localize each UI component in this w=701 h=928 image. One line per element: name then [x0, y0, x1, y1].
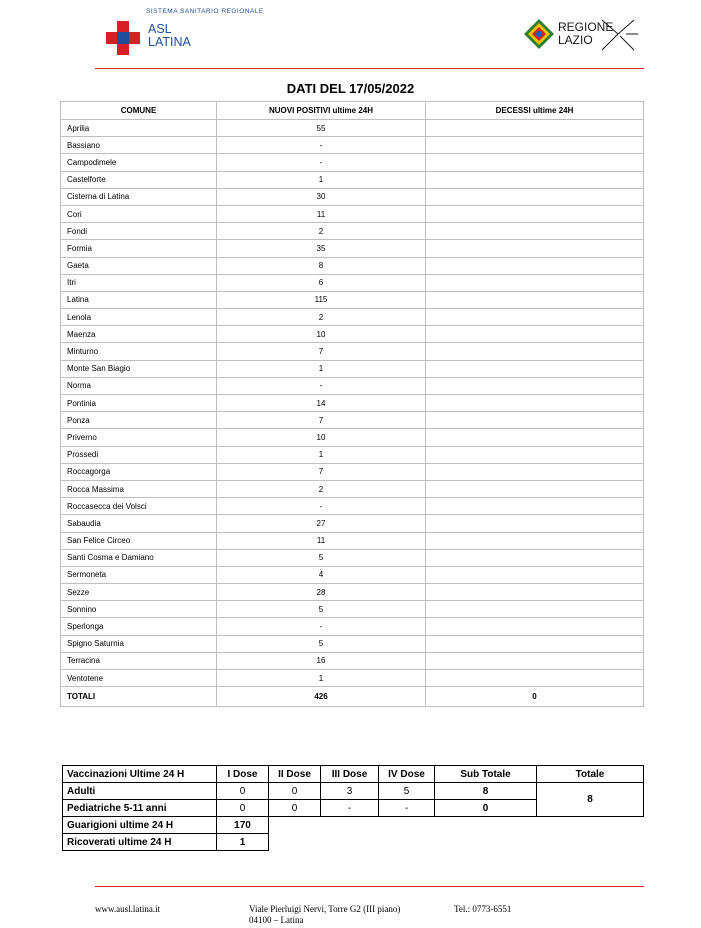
table-row — [61, 532, 644, 549]
footer-website[interactable]: www.ausl.latina.it — [95, 904, 161, 914]
cell-decessi — [426, 463, 644, 480]
vax-pediatriche-label: Pediatriche 5-11 anni — [63, 800, 217, 817]
cell-comune: Terracina — [61, 652, 217, 669]
total-label: TOTALI — [61, 687, 217, 707]
cell-decessi — [426, 240, 644, 257]
cell-comune: Aprilia — [61, 120, 217, 137]
cell-positivi: 10 — [217, 326, 426, 343]
vax-header-subtotal: Sub Totale — [435, 766, 537, 783]
footer-address-line1: Viale Pierluigi Nervi, Torre G2 (III piano) — [249, 904, 401, 914]
cell-positivi: 14 — [217, 395, 426, 412]
table-row — [61, 240, 644, 257]
table-body — [61, 120, 644, 707]
vax-adulti-dose3: 3 — [321, 783, 379, 800]
cell-positivi: 30 — [217, 188, 426, 205]
cell-decessi — [426, 429, 644, 446]
cell-positivi: 10 — [217, 429, 426, 446]
cell-positivi: - — [217, 154, 426, 171]
asl-tagline: SISTEMA SANITARIO REGIONALE — [146, 8, 264, 15]
cell-positivi: 11 — [217, 532, 426, 549]
ricoverati-row — [63, 834, 644, 851]
lazio-emblem-icon — [523, 18, 555, 50]
vaccinations-table — [62, 765, 644, 851]
vax-header-dose2: II Dose — [269, 766, 321, 783]
column-header-positivi: NUOVI POSITIVI ultime 24H — [217, 102, 426, 120]
cell-comune: Roccasecca dei Volsci — [61, 498, 217, 515]
guarigioni-row — [63, 817, 644, 834]
cell-comune: Latina — [61, 291, 217, 308]
vax-adulti-dose1: 0 — [217, 783, 269, 800]
cell-decessi — [426, 326, 644, 343]
cell-comune: Sabaudia — [61, 515, 217, 532]
cell-decessi — [426, 188, 644, 205]
table-row — [61, 480, 644, 497]
vax-pediatriche-dose2: 0 — [269, 800, 321, 817]
cell-decessi — [426, 360, 644, 377]
cell-decessi — [426, 291, 644, 308]
cell-positivi: 2 — [217, 480, 426, 497]
cell-comune: Cori — [61, 205, 217, 222]
table-row — [61, 463, 644, 480]
total-decessi: 0 — [426, 687, 644, 707]
cell-positivi: 4 — [217, 566, 426, 583]
table-row — [61, 309, 644, 326]
cell-decessi — [426, 205, 644, 222]
vax-header-total: Totale — [537, 766, 644, 783]
ricoverati-value: 1 — [217, 834, 269, 851]
cell-comune: Sonnino — [61, 601, 217, 618]
cell-decessi — [426, 618, 644, 635]
table-row — [61, 274, 644, 291]
table-row — [61, 652, 644, 669]
footer-phone: Tel.: 0773-6551 — [454, 904, 512, 914]
cell-positivi: 8 — [217, 257, 426, 274]
column-header-comune: COMUNE — [61, 102, 217, 120]
vax-pediatriche-dose1: 0 — [217, 800, 269, 817]
regione-lazio-logo — [523, 18, 638, 56]
cell-comune: Monte San Biagio — [61, 360, 217, 377]
table-row — [61, 223, 644, 240]
cell-comune: Sperlonga — [61, 618, 217, 635]
total-positivi: 426 — [217, 687, 426, 707]
cell-decessi — [426, 154, 644, 171]
table-row — [61, 120, 644, 137]
cell-decessi — [426, 584, 644, 601]
cell-decessi — [426, 137, 644, 154]
cell-decessi — [426, 377, 644, 394]
table-row — [61, 601, 644, 618]
cell-positivi: 7 — [217, 343, 426, 360]
vax-header-dose3: III Dose — [321, 766, 379, 783]
cell-decessi — [426, 171, 644, 188]
table-row — [61, 360, 644, 377]
table-row — [61, 429, 644, 446]
cell-decessi — [426, 120, 644, 137]
cell-comune: Norma — [61, 377, 217, 394]
table-row — [61, 343, 644, 360]
cell-comune: Castelforte — [61, 171, 217, 188]
table-row — [61, 412, 644, 429]
cell-comune: Sezze — [61, 584, 217, 601]
asl-name-line2: LATINA — [148, 35, 191, 49]
footer-address-line2: 04100 – Latina — [249, 915, 304, 925]
cell-decessi — [426, 532, 644, 549]
footer-address — [249, 904, 400, 926]
table-row — [61, 566, 644, 583]
cell-decessi — [426, 309, 644, 326]
cell-comune: Itri — [61, 274, 217, 291]
cell-comune: Santi Cosma e Damiano — [61, 549, 217, 566]
lazio-decoration-icon — [598, 18, 638, 52]
vax-adulti-label: Adulti — [63, 783, 217, 800]
cell-decessi — [426, 549, 644, 566]
cell-positivi: 2 — [217, 309, 426, 326]
vax-pediatriche-dose3: - — [321, 800, 379, 817]
table-row — [61, 584, 644, 601]
vax-row-adulti — [63, 783, 644, 800]
table-row — [61, 154, 644, 171]
table-row — [61, 205, 644, 222]
table-row — [61, 635, 644, 652]
cell-positivi: 28 — [217, 584, 426, 601]
cell-positivi: - — [217, 137, 426, 154]
cell-comune: Gaeta — [61, 257, 217, 274]
cell-comune: Lenola — [61, 309, 217, 326]
vax-pediatriche-dose4: - — [379, 800, 435, 817]
cell-comune: Ponza — [61, 412, 217, 429]
cell-decessi — [426, 343, 644, 360]
cell-comune: Ventotene — [61, 670, 217, 687]
table-row — [61, 395, 644, 412]
cell-positivi: 1 — [217, 446, 426, 463]
cell-comune: Pontinia — [61, 395, 217, 412]
vax-header-dose1: I Dose — [217, 766, 269, 783]
vax-adulti-subtotal: 8 — [435, 783, 537, 800]
cell-decessi — [426, 670, 644, 687]
cell-comune: Sermoneta — [61, 566, 217, 583]
cell-decessi — [426, 223, 644, 240]
header-divider — [95, 68, 644, 69]
cell-comune: Prossedi — [61, 446, 217, 463]
vax-header-label: Vaccinazioni Ultime 24 H — [63, 766, 217, 783]
table-row — [61, 326, 644, 343]
cell-decessi — [426, 412, 644, 429]
vax-adulti-dose2: 0 — [269, 783, 321, 800]
table-header-row — [61, 102, 644, 120]
vax-adulti-dose4: 5 — [379, 783, 435, 800]
footer-divider — [95, 886, 644, 887]
cell-positivi: 35 — [217, 240, 426, 257]
vax-header-row — [63, 766, 644, 783]
cell-positivi: 27 — [217, 515, 426, 532]
table-row — [61, 171, 644, 188]
cell-comune: Roccagorga — [61, 463, 217, 480]
table-row — [61, 618, 644, 635]
page-title: DATI DEL 17/05/2022 — [286, 81, 415, 96]
asl-latina-logo — [104, 8, 274, 58]
cell-decessi — [426, 446, 644, 463]
cell-positivi: 7 — [217, 463, 426, 480]
table-row — [61, 446, 644, 463]
cell-positivi: - — [217, 498, 426, 515]
cell-comune: Priverno — [61, 429, 217, 446]
cell-positivi: 5 — [217, 549, 426, 566]
cell-decessi — [426, 274, 644, 291]
asl-name — [148, 23, 191, 49]
cell-positivi: 5 — [217, 601, 426, 618]
cell-comune: Maenza — [61, 326, 217, 343]
cell-positivi: 1 — [217, 360, 426, 377]
table-row — [61, 670, 644, 687]
cell-positivi: 55 — [217, 120, 426, 137]
guarigioni-value: 170 — [217, 817, 269, 834]
vax-header-dose4: IV Dose — [379, 766, 435, 783]
table-row — [61, 137, 644, 154]
positives-table — [60, 101, 644, 707]
cell-decessi — [426, 635, 644, 652]
column-header-decessi: DECESSI ultime 24H — [426, 102, 644, 120]
ricoverati-label: Ricoverati ultime 24 H — [63, 834, 217, 851]
cell-decessi — [426, 257, 644, 274]
red-cross-icon — [106, 21, 140, 55]
vax-grand-total: 8 — [537, 783, 644, 817]
cell-comune: Cisterna di Latina — [61, 188, 217, 205]
table-row — [61, 257, 644, 274]
cell-positivi: - — [217, 618, 426, 635]
region-line1: REGIONE — [558, 20, 614, 34]
cell-comune: Formia — [61, 240, 217, 257]
cell-decessi — [426, 395, 644, 412]
cell-decessi — [426, 601, 644, 618]
cell-positivi: 5 — [217, 635, 426, 652]
table-row — [61, 515, 644, 532]
cell-decessi — [426, 515, 644, 532]
cell-comune: San Felice Circeo — [61, 532, 217, 549]
cell-comune: Fondi — [61, 223, 217, 240]
table-row — [61, 549, 644, 566]
cell-positivi: 16 — [217, 652, 426, 669]
cell-positivi: 11 — [217, 205, 426, 222]
region-line2: LAZIO — [558, 33, 593, 47]
asl-name-line1: ASL — [148, 22, 172, 36]
cell-decessi — [426, 498, 644, 515]
table-row — [61, 498, 644, 515]
cell-comune: Rocca Massima — [61, 480, 217, 497]
cell-comune: Campodimele — [61, 154, 217, 171]
cell-comune: Bassiano — [61, 137, 217, 154]
cell-comune: Spigno Saturnia — [61, 635, 217, 652]
cell-positivi: 1 — [217, 171, 426, 188]
table-row — [61, 291, 644, 308]
cell-positivi: 6 — [217, 274, 426, 291]
table-row — [61, 188, 644, 205]
cell-decessi — [426, 652, 644, 669]
guarigioni-label: Guarigioni ultime 24 H — [63, 817, 217, 834]
cell-positivi: 2 — [217, 223, 426, 240]
table-total-row — [61, 687, 644, 707]
cell-positivi: 1 — [217, 670, 426, 687]
cell-decessi — [426, 480, 644, 497]
cell-positivi: 7 — [217, 412, 426, 429]
table-row — [61, 377, 644, 394]
cell-decessi — [426, 566, 644, 583]
cell-positivi: - — [217, 377, 426, 394]
cell-comune: Minturno — [61, 343, 217, 360]
vax-pediatriche-subtotal: 0 — [435, 800, 537, 817]
cell-positivi: 115 — [217, 291, 426, 308]
